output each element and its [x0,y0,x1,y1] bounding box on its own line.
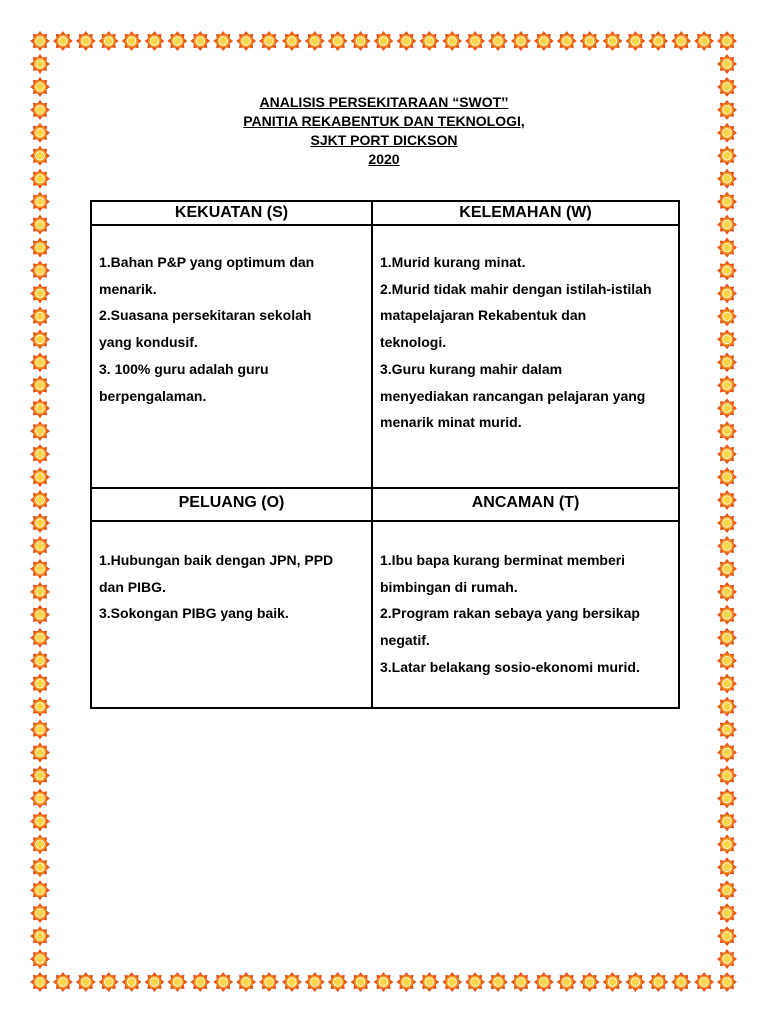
weaknesses-cell [372,225,679,488]
sun-icon [419,972,439,992]
sun-icon [30,834,50,854]
list-line: 1.Bahan P&P yang optimum dan [99,254,315,270]
sun-icon [488,972,508,992]
sun-icon [30,788,50,808]
sun-icon [374,31,394,51]
sun-icon [717,857,737,877]
sun-icon [717,765,737,785]
sun-icon [99,972,119,992]
sun-icon [534,972,554,992]
sun-icon [717,926,737,946]
threats-heading: ANCAMAN (T) [372,488,679,521]
sun-icon [30,398,50,418]
sun-icon [374,972,394,992]
sun-icon [717,283,737,303]
sun-icon [717,490,737,510]
sun-icon [717,444,737,464]
sun-icon [30,972,50,992]
sun-icon [717,54,737,74]
sun-icon [190,972,210,992]
sun-icon [259,31,279,51]
sun-icon [30,742,50,762]
sun-icon [557,972,577,992]
sun-icon [557,31,577,51]
sun-icon [30,949,50,969]
list-line: menyediakan rancangan pelajaran yang [380,387,646,404]
sun-icon [717,421,737,441]
sun-icon [190,31,210,51]
sun-icon [30,444,50,464]
list-line: 3.Latar belakang sosio-ekonomi murid. [380,658,640,675]
sun-icon [30,903,50,923]
list-line: 2.Murid tidak mahir dengan istilah-istilah [380,280,652,297]
sun-icon [30,765,50,785]
sun-icon [30,674,50,694]
sun-icon [167,972,187,992]
list-line: 2.Program rakan sebaya yang bersikap [380,605,640,622]
list-line: 3. 100% guru adalah guru [99,360,269,377]
sun-icon [511,972,531,992]
sun-icon [717,880,737,900]
sun-icon [717,329,737,349]
sun-icon [465,972,485,992]
sun-icon [717,972,737,992]
sun-icon [694,31,714,51]
list-line: teknologi. [380,334,447,351]
sun-icon [30,605,50,625]
sun-icon [30,54,50,74]
opportunities-list [99,547,365,627]
sun-icon [53,972,73,992]
sun-icon [717,467,737,487]
sun-icon [122,31,142,51]
sun-icon [305,972,325,992]
sun-icon [30,926,50,946]
title-line: ANALISIS PERSEKITARAAN “SWOT’’ [259,94,509,110]
sun-icon [351,31,371,51]
sun-icon [717,720,737,740]
sun-icon [282,31,302,51]
sun-icon [717,31,737,51]
sun-icon [30,720,50,740]
sun-icon [442,972,462,992]
strengths-cell [91,225,372,488]
sun-icon [351,972,371,992]
sun-icon [671,31,691,51]
sun-icon [259,972,279,992]
list-line: berpengalaman. [99,387,207,404]
sun-icon [236,31,256,51]
title-line: PANITIA REKABENTUK DAN TEKNOLOGI, [243,113,525,129]
sun-icon [30,283,50,303]
sun-icon [717,605,737,625]
sun-icon [30,513,50,533]
sun-icon [122,972,142,992]
sun-icon [442,31,462,51]
opportunities-cell [91,521,372,708]
sun-icon [717,215,737,235]
sun-icon [30,215,50,235]
sun-icon [167,31,187,51]
sun-icon [717,238,737,258]
sun-icon [30,261,50,281]
sun-icon [53,31,73,51]
list-line: menarik. [99,280,157,297]
strengths-heading: KEKUATAN (S) [91,201,372,225]
threats-cell [372,521,679,708]
list-line: matapelajaran Rekabentuk dan [380,307,587,324]
sun-icon [30,192,50,212]
list-line: 2.Suasana persekitaran sekolah [99,307,312,324]
sun-icon [580,31,600,51]
sun-icon [30,421,50,441]
sun-icon [717,169,737,189]
sun-icon [717,559,737,579]
sun-icon [30,352,50,372]
sun-icon [717,582,737,602]
list-line: bimbingan di rumah. [380,578,518,595]
sun-icon [419,31,439,51]
list-line: 1.Hubungan baik dengan JPN, PPD [99,552,334,568]
sun-icon [694,972,714,992]
sun-icon [625,31,645,51]
sun-icon [717,192,737,212]
sun-icon [717,949,737,969]
list-line: 3.Sokongan PIBG yang baik. [99,605,289,622]
sun-icon [717,788,737,808]
sun-icon [236,972,256,992]
swot-table [90,200,680,709]
list-line: menarik minat murid. [380,414,522,431]
strengths-list [99,249,365,409]
sun-icon [648,972,668,992]
sun-icon [305,31,325,51]
sun-icon [213,972,233,992]
sun-icon [30,559,50,579]
sun-icon [717,628,737,648]
sun-icon [717,398,737,418]
sun-icon [145,31,165,51]
sun-icon [30,238,50,258]
sun-icon [30,857,50,877]
weaknesses-heading: KELEMAHAN (W) [372,201,679,225]
list-line: 1.Murid kurang minat. [380,254,526,270]
sun-icon [30,329,50,349]
sun-icon [717,306,737,326]
sun-icon [30,169,50,189]
sun-icon [488,31,508,51]
sun-icon [717,674,737,694]
list-line: yang kondusif. [99,334,198,351]
list-line: 3.Guru kurang mahir dalam [380,360,563,377]
sun-icon [717,651,737,671]
threats-list [380,547,672,681]
sun-icon [30,651,50,671]
sun-icon [30,628,50,648]
list-line: negatif. [380,632,430,649]
sun-icon [717,742,737,762]
sun-icon [625,972,645,992]
sun-icon [717,811,737,831]
sun-icon [717,352,737,372]
sun-icon [30,811,50,831]
sun-icon [717,375,737,395]
sun-icon [717,536,737,556]
sun-icon [671,972,691,992]
sun-icon [30,306,50,326]
sun-icon [328,972,348,992]
sun-icon [396,31,416,51]
list-line: dan PIBG. [99,578,166,595]
sun-icon [717,834,737,854]
sun-icon [99,31,119,51]
sun-icon [282,972,302,992]
sun-icon [76,31,96,51]
sun-icon [648,31,668,51]
document-title [0,93,768,169]
sun-icon [30,697,50,717]
sun-icon [30,536,50,556]
sun-icon [603,31,623,51]
sun-icon [145,972,165,992]
sun-icon [396,972,416,992]
title-line: 2020 [368,151,400,167]
sun-icon [213,31,233,51]
sun-icon [511,31,531,51]
sun-icon [717,697,737,717]
sun-icon [76,972,96,992]
sun-icon [465,31,485,51]
sun-icon [717,261,737,281]
sun-icon [534,31,554,51]
weaknesses-list [380,249,672,436]
sun-icon [30,582,50,602]
title-line: SJKT PORT DICKSON [310,132,458,148]
sun-icon [603,972,623,992]
sun-icon [30,31,50,51]
opportunities-heading: PELUANG (O) [91,488,372,521]
list-line: 1.Ibu bapa kurang berminat memberi [380,552,626,568]
sun-icon [30,880,50,900]
sun-icon [580,972,600,992]
sun-icon [328,31,348,51]
sun-icon [30,490,50,510]
sun-icon [717,513,737,533]
sun-icon [30,375,50,395]
sun-icon [30,467,50,487]
sun-icon [717,903,737,923]
